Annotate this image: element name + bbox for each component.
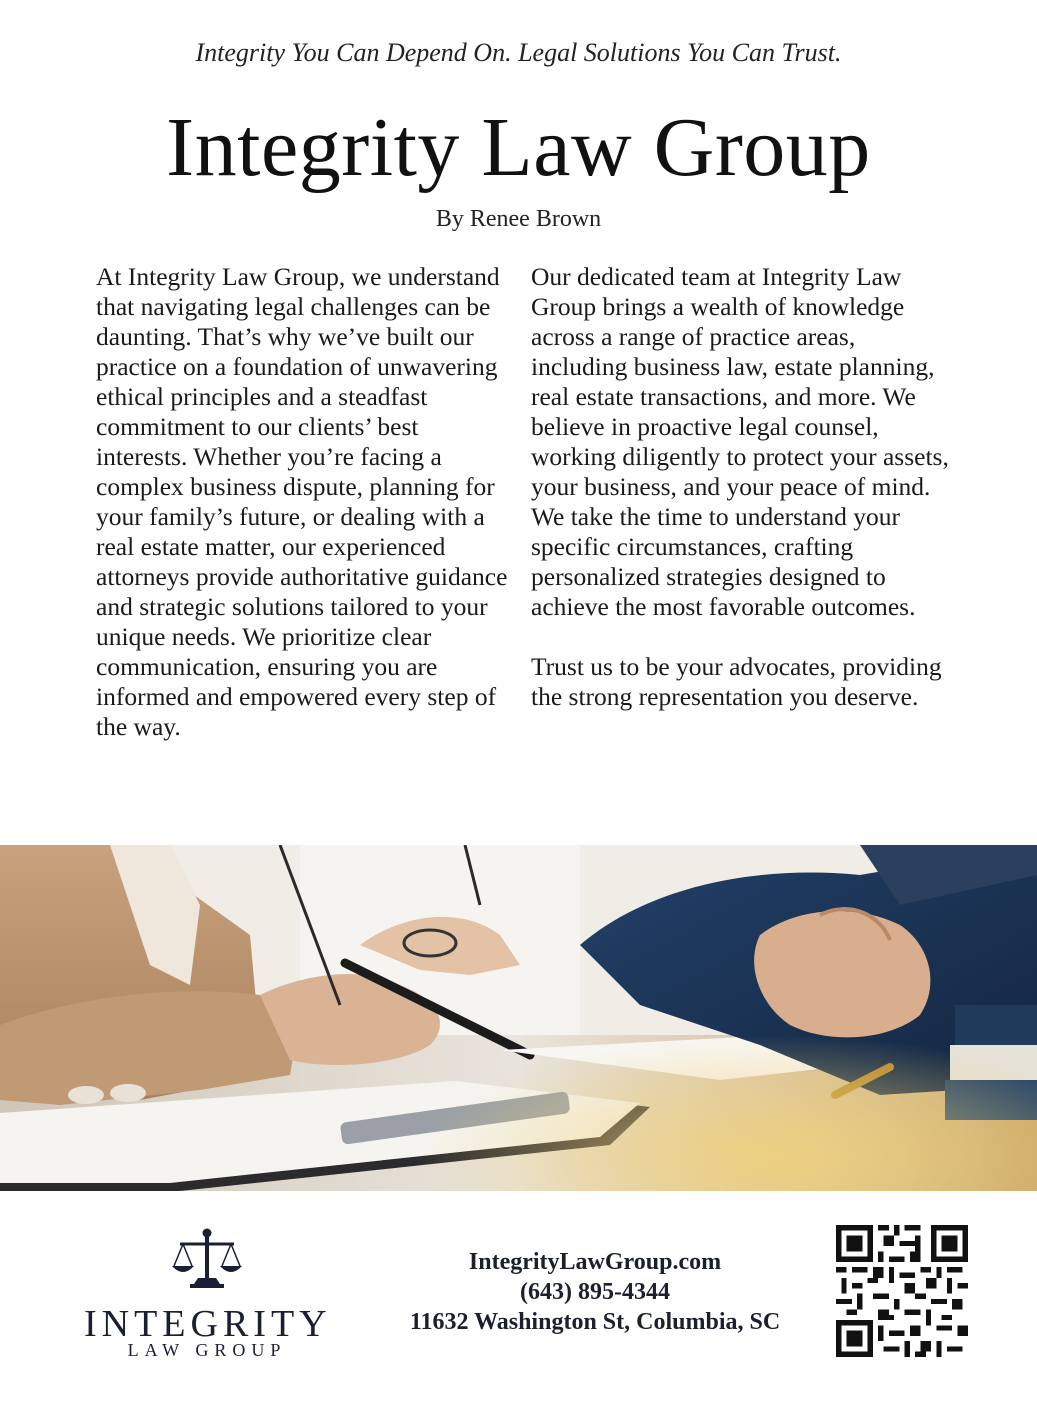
byline: By Renee Brown bbox=[435, 206, 602, 232]
article-paragraph: Our dedicated team at Integrity Law Group brings a wealth of knowledge across a range of practice areas, including business law, estate planning, real estate transactions, and more. We believe in proactive legal counsel, working diligently to protect your assets, your business, and your peace of mind. We take the time to understand your specific circumstances, crafting personalized strategies designed to achieve the most favorable outcomes. bbox=[531, 262, 949, 621]
phone-number[interactable]: (643) 895-4344 bbox=[520, 1279, 670, 1305]
meeting-photo bbox=[0, 845, 1037, 1191]
article-paragraph: Trust us to be your advocates, providing the strong representation you deserve. bbox=[531, 652, 942, 711]
article-left-column bbox=[96, 262, 514, 772]
website-link[interactable]: IntegrityLawGroup.com bbox=[468, 1249, 722, 1275]
scales-of-justice-icon bbox=[84, 1226, 330, 1298]
article-right-column bbox=[531, 262, 949, 742]
logo-subtitle: LAW GROUP bbox=[127, 1340, 287, 1360]
tagline: Integrity You Can Depend On. Legal Solutions You Can Trust. bbox=[195, 38, 842, 67]
contact-info bbox=[380, 1247, 810, 1337]
article-paragraph: At Integrity Law Group, we understand that navigating legal challenges can be daunting. That’s why we’ve built our practice on a foundation of unwavering ethical principles and a steadfast commitment to our clients’ best interests. Whether you’re facing a complex business dispute, planning for your family’s future, or dealing with a real estate matter, our experienced attorneys provide authoritative guidance and strategic solutions tailored to your unique needs. We prioritize clear communication, ensuring you are informed and empowered every step of the way. bbox=[96, 262, 508, 741]
meeting-photo-illustration bbox=[0, 845, 1037, 1191]
qr-code-icon[interactable] bbox=[836, 1225, 968, 1357]
page-title: Integrity Law Group bbox=[166, 101, 871, 194]
integrity-logo bbox=[84, 1226, 330, 1366]
logo-wordmark: INTEGRITY bbox=[84, 1303, 332, 1345]
address: 11632 Washington St, Columbia, SC bbox=[409, 1309, 781, 1335]
